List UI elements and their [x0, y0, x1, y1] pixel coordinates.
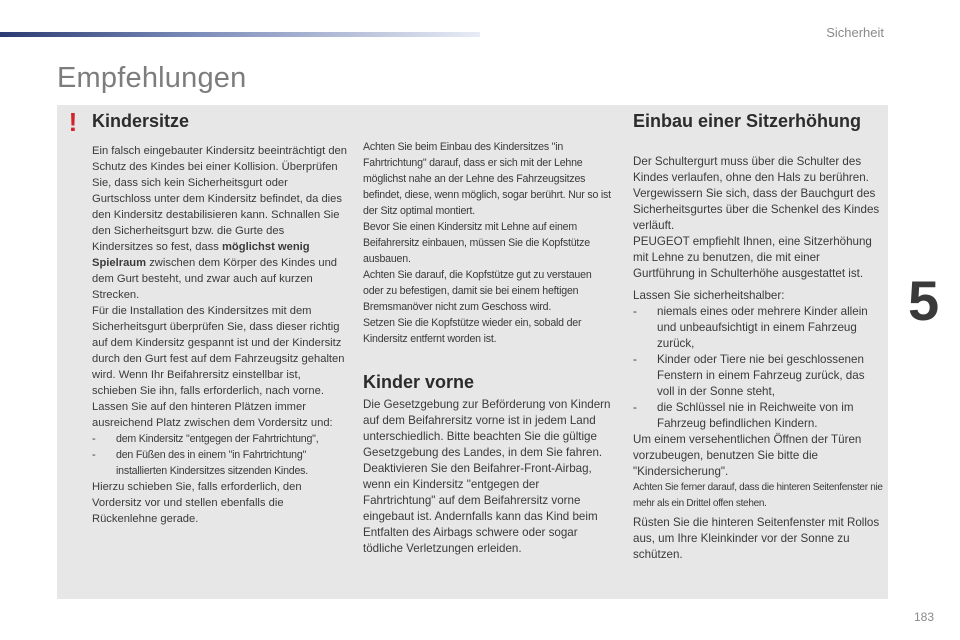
list-dash: -	[633, 305, 637, 318]
list-dash: -	[633, 353, 637, 366]
list-item	[633, 400, 883, 432]
sitzerhoehung-paragraph: PEUGEOT empfiehlt Ihnen, eine Sitzerhöhung mit Lehne zu benutzen, die mit einer Gurtführung in Schulterhöhe ausgestattet ist.	[633, 235, 872, 280]
page-number: 183	[914, 610, 935, 624]
kindersitze-column-2	[363, 139, 613, 347]
list-item	[633, 304, 883, 352]
header-bar	[0, 32, 480, 37]
list-dash: -	[633, 401, 637, 414]
kindersitze-paragraph: Hierzu schieben Sie, falls erforderlich, den Vordersitz vor und stellen ebenfalls die Rückenlehne gerade.	[92, 481, 302, 525]
sitzerhoehung-paragraph: Achten Sie ferner darauf, dass die hinteren Seitenfenster nie mehr als ein Drittel offen stehen.	[633, 482, 883, 509]
section-title: Sicherheit	[826, 25, 884, 40]
text-span: Ein falsch eingebauter Kindersitz beeinträchtigt den Schutz des Kindes bei einer Kollision. Überprüfen Sie, dass sich kein Sicherheitsgurt oder Gurtschloss unter dem Kindersitz befindet, da dies den Kindersitz destabilisieren kann. Schnallen Sie den Sicherheitsgurt bzw. die Gurte des Kindersitzes so fest, dass	[92, 145, 347, 253]
sitzerhoehung-paragraph: Um einem versehentlichen Öffnen der Türen vorzubeugen, benutzen Sie bitte die "Kindersicherung".	[633, 433, 862, 478]
kinder-vorne-title: Kinder vorne	[363, 372, 475, 392]
kindersitze-paragraph: Setzen Sie die Kopfstütze wieder ein, sobald der Kindersitz entfernt worden ist.	[363, 317, 582, 345]
kindersitze-paragraph: Achten Sie darauf, die Kopfstütze gut zu verstauen oder zu befestigen, damit sie bei einem heftigen Bremsmanöver nicht zum Geschoss wird.	[363, 269, 592, 313]
kindersitze-title: Kindersitze	[92, 111, 190, 131]
list-item	[92, 447, 348, 479]
list-item-text: niemals eines oder mehrere Kinder allein und unbeaufsichtigt in einem Fahrzeug zurück,	[657, 305, 868, 350]
sitzerhoehung-paragraph: Rüsten Sie die hinteren Seitenfenster mit Rollos aus, um Ihre Kleinkinder vor der Sonne zu schützen.	[633, 516, 880, 561]
kindersitze-column-1	[92, 143, 348, 527]
list-item	[92, 431, 348, 447]
kindersitze-paragraph: Bevor Sie einen Kindersitz mit Lehne auf einem Beifahrersitz einbauen, müssen Sie die Kopfstütze ausbauen.	[363, 221, 590, 265]
list-item-text: den Füßen des in einem "in Fahrtrichtung" installierten Kindersitzes sitzenden Kindes.	[116, 449, 309, 477]
kindersitze-paragraph	[92, 143, 348, 303]
kinder-vorne-paragraph: Die Gesetzgebung zur Beförderung von Kindern auf dem Beifahrersitz vorne ist in jedem Land unterschiedlich. Bitte beachten Sie die gültige Gesetzgebung des Landes, in dem Sie fahren.	[363, 398, 611, 459]
kindersitze-paragraph: Lassen Sie auf den hinteren Plätzen immer ausreichend Platz zwischen dem Vordersitz und:	[92, 401, 333, 429]
sitzerhoehung-paragraph: Lassen Sie sicherheitshalber:	[633, 289, 785, 302]
emphasis-text: möglichst wenig Spielraum	[92, 241, 310, 269]
sitzerhoehung-paragraph: Der Schultergurt muss über die Schulter des Kindes verlaufen, ohne den Hals zu berühren.	[633, 155, 869, 184]
list-dash: -	[92, 433, 96, 445]
kindersitze-paragraph: Für die Installation des Kindersitzes mit dem Sicherheitsgurt überprüfen Sie, dass dieser richtig auf dem Kindersitz gespannt ist und der Kindersitz durch den Gurt fest auf dem Fahrzeugsitz gehalten wird. Wenn Ihr Beifahrersitz einstellbar ist, schieben Sie ihn, falls erforderlich, nach vorne.	[92, 305, 345, 397]
list-dash: -	[92, 449, 96, 461]
chapter-number: 5	[908, 269, 940, 332]
kinder-vorne-paragraph: Deaktivieren Sie den Beifahrer-Front-Airbag, wenn ein Kindersitz "entgegen der Fahrtrichtung" auf dem Beifahrersitz vorne eingebaut ist. Andernfalls kann das Kind beim Entfalten des Airbags schwere oder sogar tödliche Verletzungen erleiden.	[363, 462, 598, 555]
list-item-text: dem Kindersitz "entgegen der Fahrtrichtung",	[116, 433, 319, 445]
sitzerhoehung-column	[633, 154, 883, 563]
kinder-vorne-column	[363, 397, 613, 557]
list-item-text: Kinder oder Tiere nie bei geschlossenen Fenstern in einem Fahrzeug zurück, das voll in der Sonne steht,	[657, 353, 865, 398]
sitzerhoehung-paragraph: Vergewissern Sie sich, dass der Bauchgurt des Sicherheitsgurtes über die Schenkel des Kindes verläuft.	[633, 187, 880, 232]
list-item	[633, 352, 883, 400]
kindersitze-paragraph: Achten Sie beim Einbau des Kindersitzes "in Fahrtrichtung" darauf, dass er sich mit der Lehne möglichst nahe an der Lehne des Fahrzeugsitzes befindet, diese, wenn möglich, sogar berührt. Nur so ist der Sitz optimal montiert.	[363, 141, 611, 217]
sitzerhoehung-title: Einbau einer Sitzerhöhung	[633, 111, 862, 131]
exclamation-icon: !	[68, 107, 78, 137]
page-heading: Empfehlungen	[57, 62, 247, 94]
list-item-text: die Schlüssel nie in Reichweite von im Fahrzeug befindlichen Kindern.	[657, 401, 854, 430]
text-span: zwischen dem Körper des Kindes und dem Gurt besteht, und zwar auch auf kurzen Strecken.	[92, 257, 338, 301]
